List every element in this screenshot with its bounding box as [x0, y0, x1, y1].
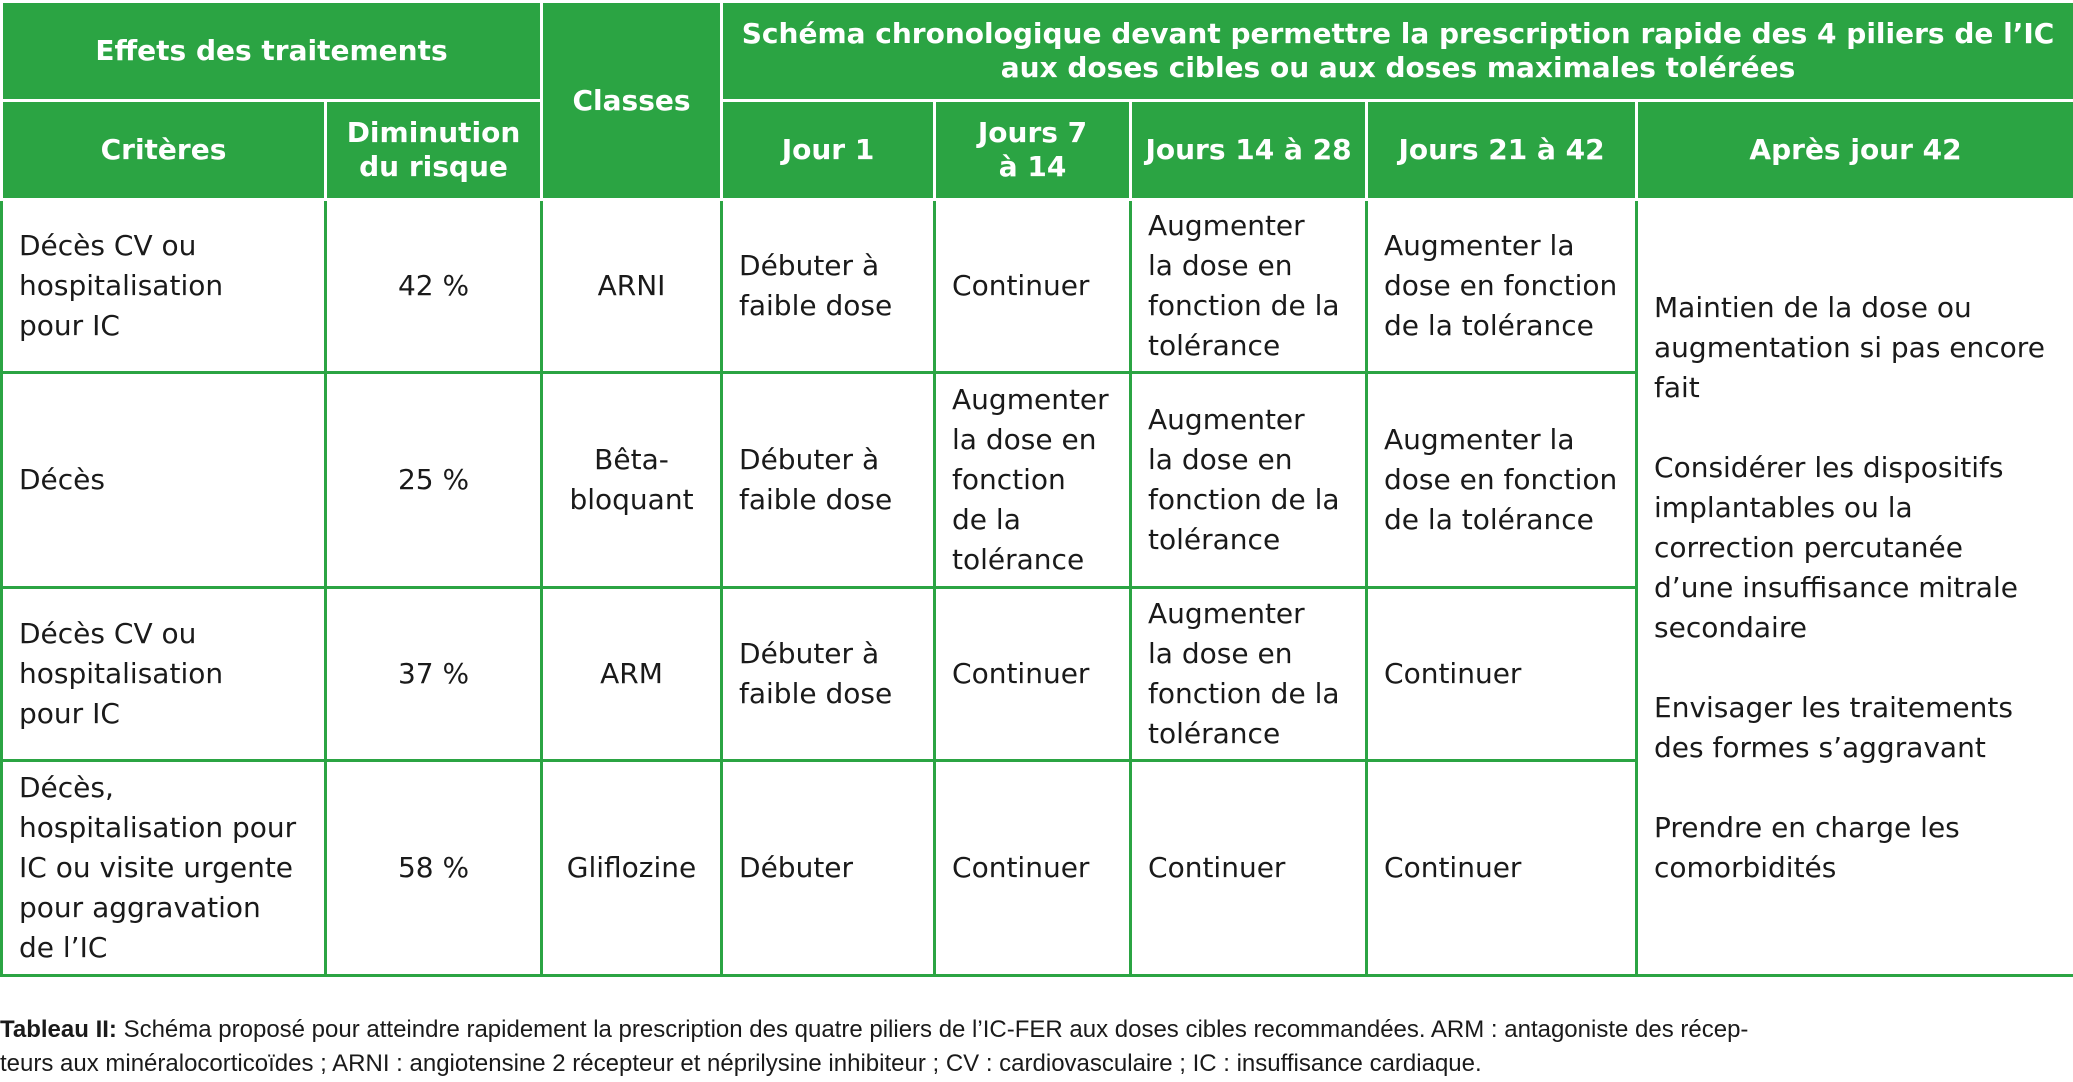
apres42-item: Prendre en charge les comorbidités — [1654, 810, 1960, 884]
header-classes: Classes — [542, 2, 722, 200]
caption-label: Tableau II: — [0, 1016, 117, 1043]
header-jour1: Jour 1 — [722, 101, 935, 200]
header-row-2 — [2, 101, 2073, 200]
cell-jour1: Débuter à faible dose — [722, 200, 935, 373]
header-effets: Effets des traitements — [2, 2, 542, 101]
cell-classe: ARM — [542, 588, 722, 761]
apres42-item: Envisager les traitements des formes s’aggravant — [1654, 690, 2013, 764]
header-diminution: Diminution du risque — [326, 101, 542, 200]
cell-jours7-14: Continuer — [935, 761, 1131, 976]
cell-jour1: Débuter à faible dose — [722, 588, 935, 761]
cell-diminution: 58 % — [326, 761, 542, 976]
cell-jours21-42: Continuer — [1367, 761, 1637, 976]
header-jours14-28: Jours 14 à 28 — [1131, 101, 1367, 200]
cell-jours7-14: Augmenter la dose en fonction de la tolérance — [935, 373, 1131, 588]
cell-jours7-14: Continuer — [935, 200, 1131, 373]
cell-jours14-28: Continuer — [1131, 761, 1367, 976]
cell-jours14-28: Augmenter la dose en fonction de la tolérance — [1131, 588, 1367, 761]
cell-jours14-28: Augmenter la dose en fonction de la tolérance — [1131, 373, 1367, 588]
cell-jours21-42: Continuer — [1367, 588, 1637, 761]
apres42-item: Considérer les dispositifs implantables ou la correction percutanée d’une insuffisance mitrale secondaire — [1654, 450, 2018, 644]
caption-text: Schéma proposé pour atteindre rapidement la prescription des quatre piliers de l’IC-FER aux doses cibles recommandées. ARM : antagoniste des récep- teurs aux minéralocorticoïdes ; ARNI : angiotensine 2 récepteur et néprilysine inhibiteur ; CV : cardiovasculaire ; IC : insuffisance cardiaque. — [0, 1016, 1749, 1077]
header-schema: Schéma chronologique devant permettre la prescription rapide des 4 piliers de l’IC aux doses cibles ou aux doses maximales tolérées — [722, 2, 2073, 101]
cell-jours21-42: Augmenter la dose en fonction de la tolérance — [1367, 373, 1637, 588]
cell-classe: Gliflozine — [542, 761, 722, 976]
cell-apres42 — [1637, 200, 2073, 976]
cell-jours14-28: Augmenter la dose en fonction de la tolérance — [1131, 200, 1367, 373]
table-row — [2, 200, 2073, 373]
apres42-item: Maintien de la dose ou augmentation si pas encore fait — [1654, 290, 2045, 404]
cell-jour1: Débuter à faible dose — [722, 373, 935, 588]
cell-diminution: 37 % — [326, 588, 542, 761]
cell-classe: Bêta- bloquant — [542, 373, 722, 588]
cell-diminution: 25 % — [326, 373, 542, 588]
table-caption — [0, 1013, 2060, 1081]
header-jours7-14: Jours 7 à 14 — [935, 101, 1131, 200]
header-apres42: Après jour 42 — [1637, 101, 2073, 200]
cell-classe: ARNI — [542, 200, 722, 373]
cell-critere: Décès — [2, 373, 326, 588]
cell-jours21-42: Augmenter la dose en fonction de la tolérance — [1367, 200, 1637, 373]
header-row-1 — [2, 2, 2073, 101]
header-jours21-42: Jours 21 à 42 — [1367, 101, 1637, 200]
cell-jour1: Débuter — [722, 761, 935, 976]
cell-critere: Décès CV ou hospitalisation pour IC — [2, 200, 326, 373]
cell-critere: Décès, hospitalisation pour IC ou visite urgente pour aggravation de l’IC — [2, 761, 326, 976]
cell-jours7-14: Continuer — [935, 588, 1131, 761]
cell-critere: Décès CV ou hospitalisation pour IC — [2, 588, 326, 761]
cell-diminution: 42 % — [326, 200, 542, 373]
header-criteres: Critères — [2, 101, 326, 200]
